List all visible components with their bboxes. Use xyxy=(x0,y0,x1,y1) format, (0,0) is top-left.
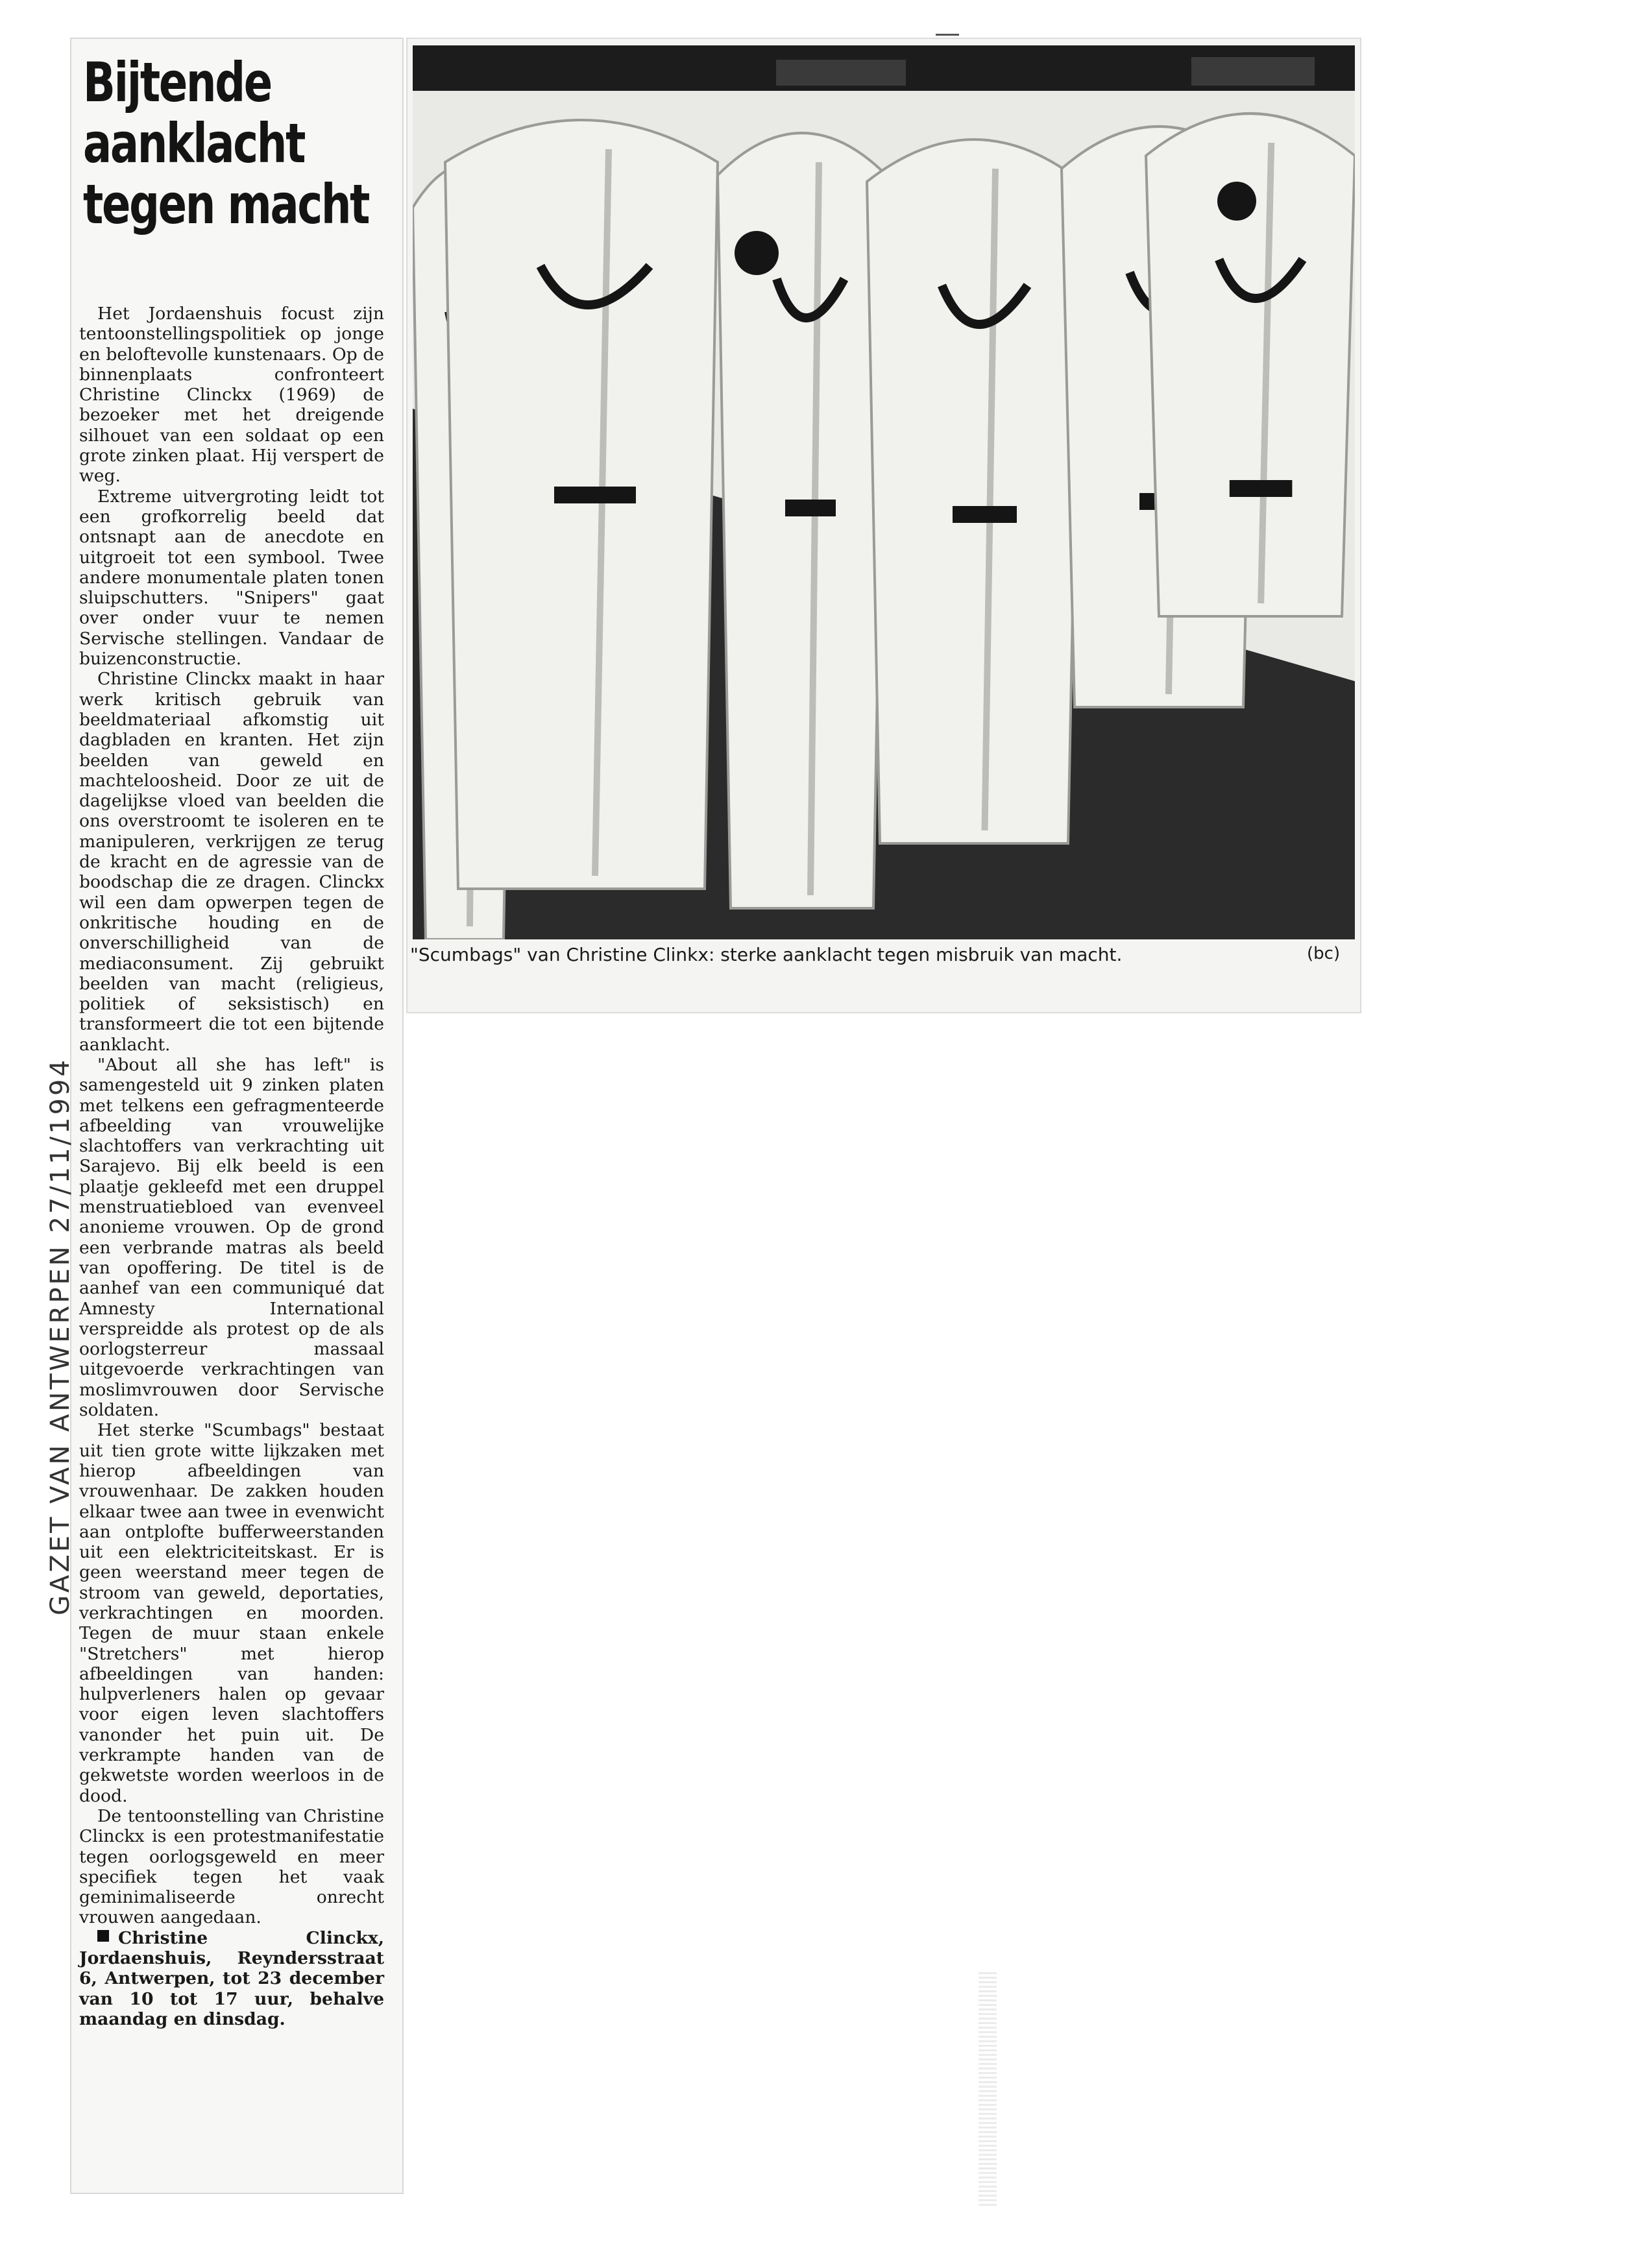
article-paragraph: Christine Clinckx maakt in haar werk kritisch gebruik van beeldmateriaal afkomstig uit dagbladen en kranten. Het zijn beelden van geweld en machteloosheid. Door ze uit de dagelijkse vloed van beelden die ons overstroomt te isoleren en te manipuleren, verkrijgen ze terug de kracht en de agressie van de boodschap die ze dragen. Clinckx wil een dam opwerpen tegen de onkritische houding en de onverschilligheid van de mediaconsument. Zij gebruikt beelden van macht (religieus, politiek of seksistisch) en transformeert die tot een bijtende aanklacht. xyxy=(79,669,384,1055)
scan-speckle xyxy=(979,1972,997,2206)
article-paragraph: De tentoonstelling van Christine Clinckx is een protestmanifestatie tegen oorlogsgeweld en meer specifiek tegen het vaak geminimaliseerde onrecht vrouwen aangedaan. xyxy=(79,1805,384,1928)
article-paragraph: Het sterke "Scumbags" bestaat uit tien grote witte lijkzaken met hierop afbeeldingen van vrouwenhaar. De zakken houden elkaar twee aan twee in evenwicht aan ontplofte bufferweerstanden uit een elektriciteitskast. Er is geen weerstand meer tegen de stroom van geweld, deportaties, verkrachtingen en moorden. Tegen de muur staan enkele "Stretchers" met hierop afbeeldingen van handen: hulpverleners halen op gevaar voor eigen leven slachtoffers vanonder het puin uit. De verkrampte handen van de gekwetste worden weerloos in de dood. xyxy=(79,1420,384,1806)
headline-line: tegen macht xyxy=(83,173,369,236)
hair-image xyxy=(1217,182,1256,221)
headline-line: Bijtende xyxy=(83,51,271,114)
margin-source-note: GAZET VAN ANTWERPEN 27/11/1994 xyxy=(45,1057,75,1615)
article-paragraph: Extreme uitvergroting leidt tot een grofkorrelig beeld dat ontsnapt aan de anecdote en uitgroeit tot een symbool. Twee andere monumentale platen tonen sluipschutters. "Snipers" gaat over onder vuur te nemen Servische stellingen. Vandaar de buizenconstructie. xyxy=(79,486,384,670)
body-bag xyxy=(445,120,718,889)
photo-caption: "Scumbags" van Christine Clinkx: sterke aanklacht tegen misbruik van macht. xyxy=(410,944,1123,965)
exhibition-info-text: Christine Clinckx, Jordaenshuis, Reyndersstraat 6, Antwerpen, tot 23 december van 10 tot 17 uur, behalve maandag en dinsdag. xyxy=(79,1927,384,2029)
bag-strap xyxy=(1230,480,1293,497)
article-body xyxy=(79,304,384,2172)
body-bag xyxy=(867,139,1081,843)
exhibition-info xyxy=(79,1928,384,2029)
ceiling-fixture xyxy=(776,60,906,86)
bag-strap xyxy=(554,487,636,503)
scumbags-photo xyxy=(413,45,1355,939)
bag-strap xyxy=(953,506,1017,523)
square-bullet-icon xyxy=(97,1930,109,1942)
photo-credit: (bc) xyxy=(1307,944,1341,963)
hair-image xyxy=(735,231,779,275)
scan-mark xyxy=(936,34,959,36)
headline-line: aanklacht xyxy=(83,112,305,175)
photo-drawing xyxy=(413,45,1355,939)
ceiling-fixture xyxy=(1191,57,1315,86)
bag-strap xyxy=(785,500,836,516)
article-paragraph: Het Jordaenshuis focust zijn tentoonstellingspolitiek op jonge en beloftevolle kunstenaars. Op de binnenplaats confronteert Christine Clinckx (1969) de bezoeker met het dreigende silhouet van een soldaat op een grote zinken plaat. Hij verspert de weg. xyxy=(79,304,384,487)
article-headline xyxy=(83,51,369,236)
article-paragraph: "About all she has left" is samengesteld uit 9 zinken platen met telkens een gefragmenteerde afbeelding van vrouwelijke slachtoffers van verkrachting uit Sarajevo. Bij elk beeld is een plaatje gekleefd met een druppel menstruatiebloed van evenveel anonieme vrouwen. Op de grond een verbrande matras als beeld van opoffering. De titel is de aanhef van een communiqué dat Amnesty International verspreidde als protest op de als oorlogsterreur massaal uitgevoerde verkrachtingen van moslimvrouwen door Servische soldaten. xyxy=(79,1054,384,1421)
